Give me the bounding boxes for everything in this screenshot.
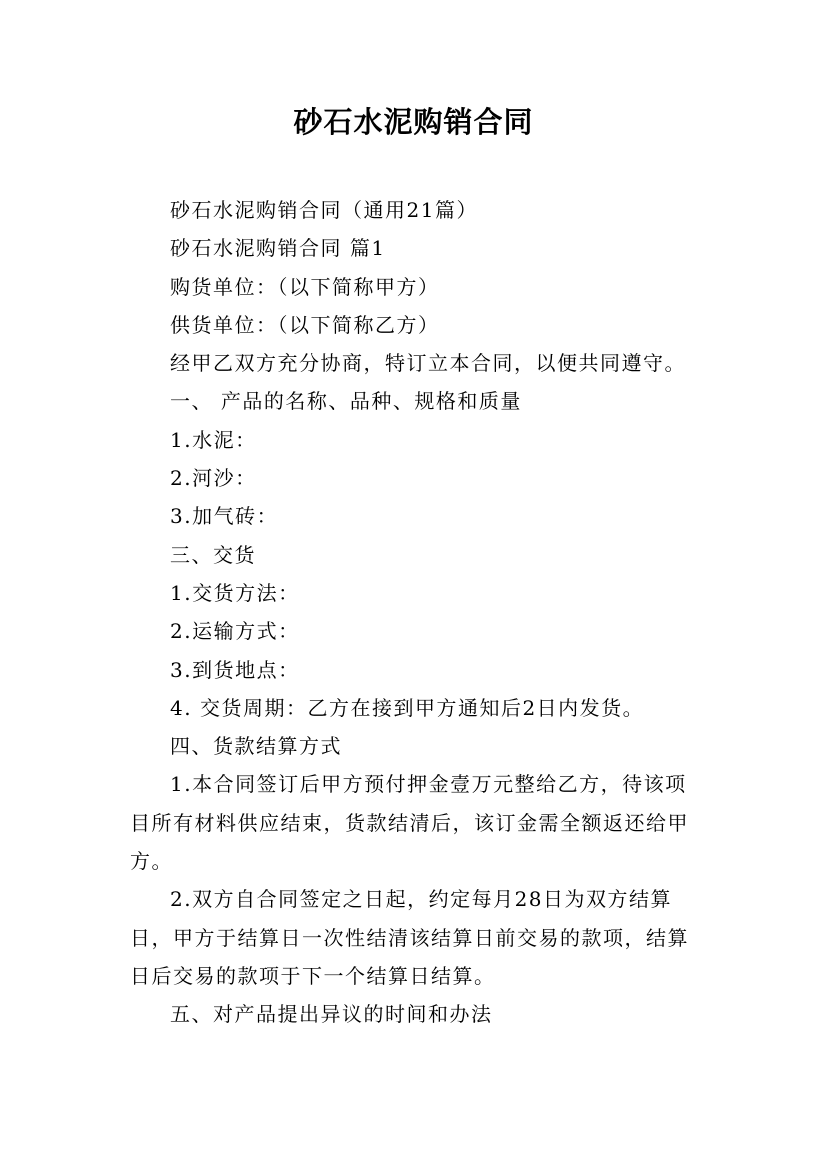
text-line: 1.交货方法： xyxy=(170,580,300,605)
paragraph-line: 日，甲方于结算日一次性结清该结算日前交易的款项，结算 xyxy=(130,925,689,950)
text-line: 砂石水泥购销合同（通用21篇） xyxy=(170,198,478,222)
section-heading: 五、对产品提出异议的时间和办法 xyxy=(170,1002,493,1027)
text-line: 2.河沙： xyxy=(170,466,257,491)
text-line: 3.加气砖： xyxy=(170,504,279,529)
paragraph-line: 日后交易的款项于下一个结算日结算。 xyxy=(130,963,496,988)
paragraph-line: 方。 xyxy=(130,849,173,874)
paragraph-line: 1.本合同签订后甲方预付押金壹万元整给乙方，待该项 xyxy=(170,772,687,797)
text-line: 2.运输方式： xyxy=(170,619,300,644)
document-title: 砂石水泥购销合同 xyxy=(293,105,534,139)
paragraph-line: 2.双方自合同签定之日起，约定每月28日为双方结算 xyxy=(170,887,673,912)
text-line: 4. 交货周期：乙方在接到甲方通知后2日内发货。 xyxy=(170,695,645,720)
text-line: 购货单位：（以下简称甲方） xyxy=(170,274,440,299)
section-heading: 一、 产品的名称、品种、规格和质量 xyxy=(170,389,522,414)
paragraph-settlement xyxy=(130,880,710,995)
text-line: 经甲乙双方充分协商，特订立本合同，以便共同遵守。 xyxy=(170,351,686,376)
section-heading: 三、交货 xyxy=(170,542,256,567)
text-line: 1.水泥： xyxy=(170,427,257,452)
paragraph-line: 目所有材料供应结束，货款结清后，该订金需全额返还给甲 xyxy=(130,810,689,835)
text-line: 砂石水泥购销合同 篇1 xyxy=(170,236,386,261)
document-body xyxy=(130,191,710,1034)
section-heading: 四、货款结算方式 xyxy=(170,734,342,759)
text-line: 供货单位：（以下简称乙方） xyxy=(170,312,440,337)
text-line: 3.到货地点： xyxy=(170,657,300,682)
paragraph-deposit xyxy=(130,765,710,880)
